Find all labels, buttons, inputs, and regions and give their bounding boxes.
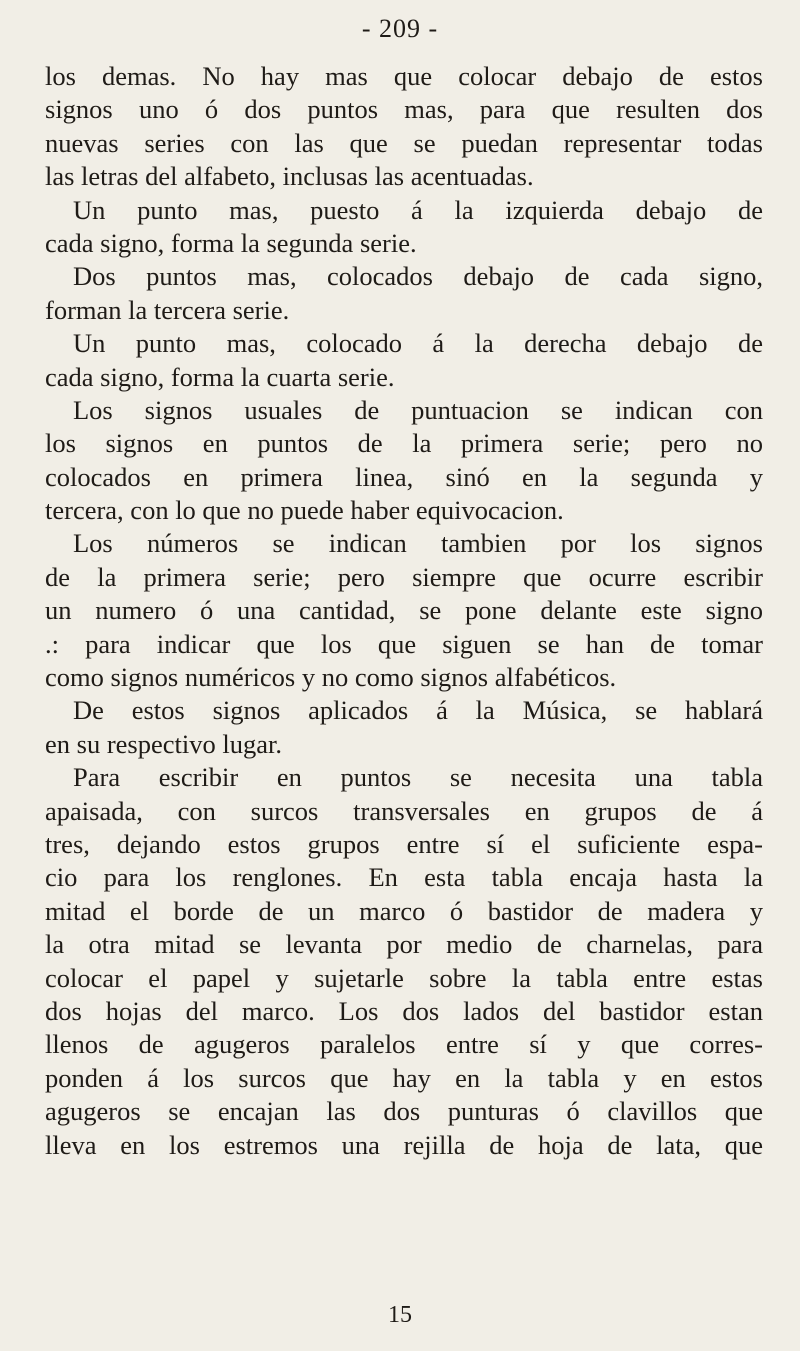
text-line: de la primera serie; pero siempre que ocurre escribir	[45, 561, 763, 592]
text-line: cio para los renglones. En esta tabla encaja hasta la	[45, 862, 763, 893]
text-line: Para escribir en puntos se necesita una tabla	[73, 762, 763, 793]
text-line: nuevas series con las que se puedan representar todas	[45, 127, 763, 158]
printer-signature-mark: 15	[388, 1302, 412, 1328]
text-line: la otra mitad se levanta por medio de charnelas, para	[45, 929, 763, 960]
text-line: Dos puntos mas, colocados debajo de cada signo,	[73, 261, 763, 292]
text-line: un numero ó una cantidad, se pone delante este signo	[45, 595, 763, 626]
text-line: lleva en los estremos una rejilla de hoja de lata, que	[45, 1129, 763, 1160]
text-line: .: para indicar que los que siguen se han de tomar	[45, 628, 763, 659]
text-line: forman la tercera serie.	[45, 294, 290, 325]
body-text	[45, 60, 763, 1162]
text-line: Un punto mas, colocado á la derecha debajo de	[73, 328, 763, 359]
text-line: agugeros se encajan las dos punturas ó clavillos que	[45, 1096, 763, 1127]
text-line: colocados en primera linea, sinó en la segunda y	[45, 461, 763, 492]
text-line: signos uno ó dos puntos mas, para que resulten dos	[45, 94, 763, 125]
text-line: cada signo, forma la cuarta serie.	[45, 361, 395, 392]
text-line: Un punto mas, puesto á la izquierda debajo de	[73, 194, 763, 225]
text-line: colocar el papel y sujetarle sobre la tabla entre estas	[45, 962, 763, 993]
text-line: los demas. No hay mas que colocar debajo de estos	[45, 61, 763, 91]
text-line: en su respectivo lugar.	[45, 728, 282, 759]
text-line: Los números se indican tambien por los signos	[73, 528, 763, 559]
text-line: mitad el borde de un marco ó bastidor de madera y	[45, 895, 763, 926]
text-line: las letras del alfabeto, inclusas las acentuadas.	[45, 161, 534, 192]
text-line: Los signos usuales de puntuacion se indican con	[73, 394, 763, 425]
text-line: cada signo, forma la segunda serie.	[45, 227, 417, 258]
text-line: De estos signos aplicados á la Música, se hablará	[73, 695, 763, 726]
page-number: - 209 -	[361, 14, 439, 43]
text-line: los signos en puntos de la primera serie; pero no	[45, 428, 763, 459]
text-line: tres, dejando estos grupos entre sí el suficiente espa-	[45, 828, 763, 859]
text-line: tercera, con lo que no puede haber equivocacion.	[45, 495, 564, 526]
text-line: llenos de agugeros paralelos entre sí y que corres-	[45, 1029, 763, 1060]
text-line: como signos numéricos y no como signos alfabéticos.	[45, 662, 617, 693]
text-line: dos hojas del marco. Los dos lados del bastidor estan	[45, 995, 763, 1026]
text-line: ponden á los surcos que hay en la tabla y en estos	[45, 1062, 763, 1093]
text-line: apaisada, con surcos transversales en grupos de á	[45, 795, 763, 826]
